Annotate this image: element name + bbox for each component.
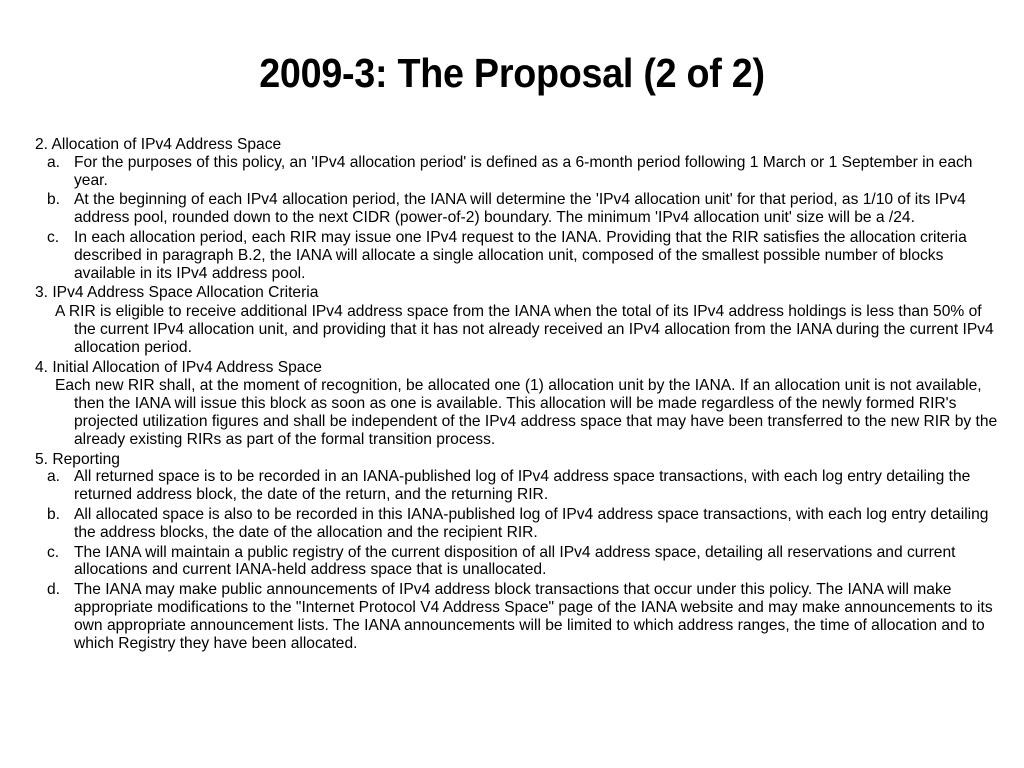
slide-title: 2009-3: The Proposal (2 of 2) [259, 50, 765, 96]
section-paragraph: Each new RIR shall, at the moment of recognition, be allocated one (1) allocation unit by the IANA. If an allocation unit is not available, then the IANA will issue this block as soon as one is available. This allocation will be made regardless of the newly formed RIR's projected utilization figures and shall be independent of the IPv4 address space that may have been transferred to the new RIR by the already existing RIRs as part of the formal transition process. [55, 377, 998, 448]
item-text: For the purposes of this policy, an 'IPv4 allocation period' is defined as a 6-month period following 1 March or 1 September in each year. [74, 153, 973, 189]
item-marker: b. [47, 505, 61, 523]
item-marker: a. [47, 468, 61, 486]
section-reporting [35, 451, 1000, 653]
item-marker: a. [47, 153, 61, 171]
item-marker: c. [47, 228, 60, 246]
list-item [35, 154, 1000, 190]
section-heading: 4. Initial Allocation of IPv4 Address Space [35, 358, 322, 376]
section-allocation [35, 136, 1000, 282]
list-item [35, 544, 1000, 580]
item-text: In each allocation period, each RIR may issue one IPv4 request to the IANA. Providing that the RIR satisfies the allocation criteria described in paragraph B.2, the IANA will allocate a single allocation unit, composed of the smallest possible number of blocks available in its IPv4 address pool. [74, 228, 967, 282]
list-item [35, 229, 1000, 282]
section-heading: 2. Allocation of IPv4 Address Space [35, 136, 282, 153]
section-initial-allocation [35, 359, 1000, 449]
item-text: At the beginning of each IPv4 allocation period, the IANA will determine the 'IPv4 allocation unit' for that period, as 1/10 of its IPv4 address pool, rounded down to the next CIDR (power-of-2) boundary. The minimum 'IPv4 allocation unit' size will be a /24. [74, 191, 966, 227]
item-marker: c. [47, 543, 60, 561]
item-text: The IANA will maintain a public registry of the current disposition of all IPv4 address space, detailing all reservations and current allocations and current IANA-held address space that is unallocated. [74, 543, 956, 579]
slide-body [35, 136, 1000, 654]
section-allocation-criteria [35, 284, 1000, 356]
item-text: The IANA may make public announcements of IPv4 address block transactions that occur under this policy. The IANA will make appropriate modifications to the "Internet Protocol V4 Address Space" page of the IANA website and may make announcements to its own appropriate announcement lists. The IANA announcements will be limited to which address ranges, the time of allocation and to which Registry they have been allocated. [74, 581, 993, 652]
item-list [35, 154, 1000, 283]
list-item [35, 468, 1000, 504]
item-marker: b. [47, 191, 61, 209]
list-item [35, 506, 1000, 542]
item-marker: d. [47, 581, 61, 599]
item-text: All returned space is to be recorded in an IANA-published log of IPv4 address space transactions, with each log entry detailing the returned address block, the date of the return, and the returning RIR. [74, 468, 971, 504]
section-paragraph: A RIR is eligible to receive additional IPv4 address space from the IANA when the total of its IPv4 address holdings is less than 50% of the current IPv4 allocation unit, and providing that it has not already received an IPv4 allocation from the IANA during the current IPv4 allocation period. [55, 303, 994, 356]
item-list [35, 468, 1000, 652]
section-heading: 3. IPv4 Address Space Allocation Criteria [35, 284, 319, 302]
list-item [35, 581, 1000, 652]
section-heading: 5. Reporting [35, 450, 120, 468]
list-item [35, 191, 1000, 227]
item-text: All allocated space is also to be recorded in this IANA-published log of IPv4 address space transactions, with each log entry detailing the address blocks, the date of the allocation and the recipient RIR. [74, 505, 989, 541]
